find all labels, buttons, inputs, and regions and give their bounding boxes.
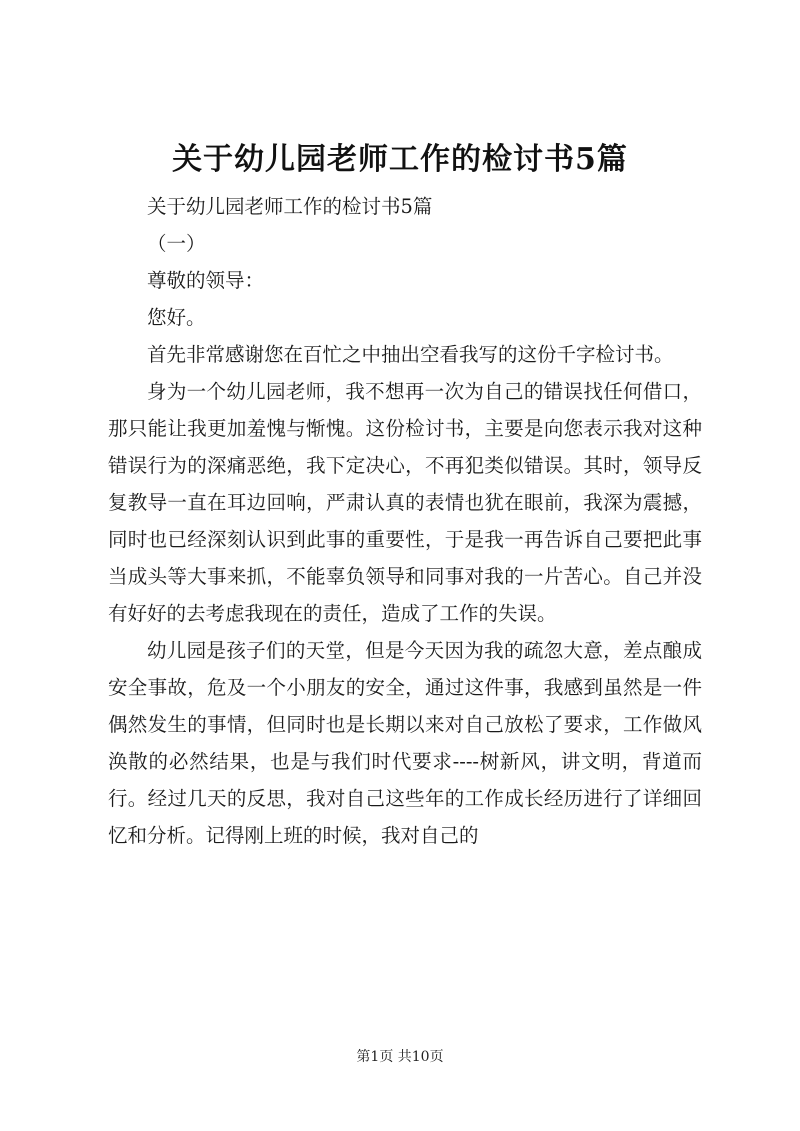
paragraph-body-1: 首先非常感谢您在百忙之中抽出空看我写的这份千字检讨书。 [147, 343, 674, 366]
paragraph-body-2: 身为一个幼儿园老师，我不想再一次为自己的错误找任何借口，那只能让我更加羞愧与惭愧。这份检讨书，主要是向您表示我对这种错误行为的深痛恶绝，我下定决心，不再犯类似错误。其时，领导反复教导一直在耳边回响，严肃认真的表情也犹在眼前，我深为震撼，同时也已经深刻认识到此事的重要性，于是我一再告诉自己要把此事当成头等大事来抓，不能辜负领导和同事对我的一片苦心。自己并没有好好的去考虑我现在的责任，造成了工作的失误。 [108, 380, 702, 625]
paragraph-subtitle: 关于幼儿园老师工作的检讨书5篇 [147, 195, 433, 218]
page-number-footer: 第1页 共10页 [356, 1049, 444, 1065]
paragraph-salutation: 尊敬的领导： [147, 269, 265, 292]
paragraph-body-3: 幼儿园是孩子们的天堂，但是今天因为我的疏忽大意，差点酿成安全事故，危及一个小朋友的安全，通过这件事，我感到虽然是一件偶然发生的事情，但同时也是长期以来对自己放松了要求，工作做风涣散的必然结果，也是与我们时代要求----树新风，讲文明，背道而行。经过几天的反思，我对自己这些年的工作成长经历进行了详细回忆和分析。记得刚上班的时候，我对自己的 [108, 639, 702, 847]
paragraph-greeting: 您好。 [147, 306, 206, 329]
document-title: 关于幼儿园老师工作的检讨书5篇 [172, 142, 628, 177]
paragraph-section-number: （一） [147, 232, 206, 255]
document-body [108, 188, 702, 854]
